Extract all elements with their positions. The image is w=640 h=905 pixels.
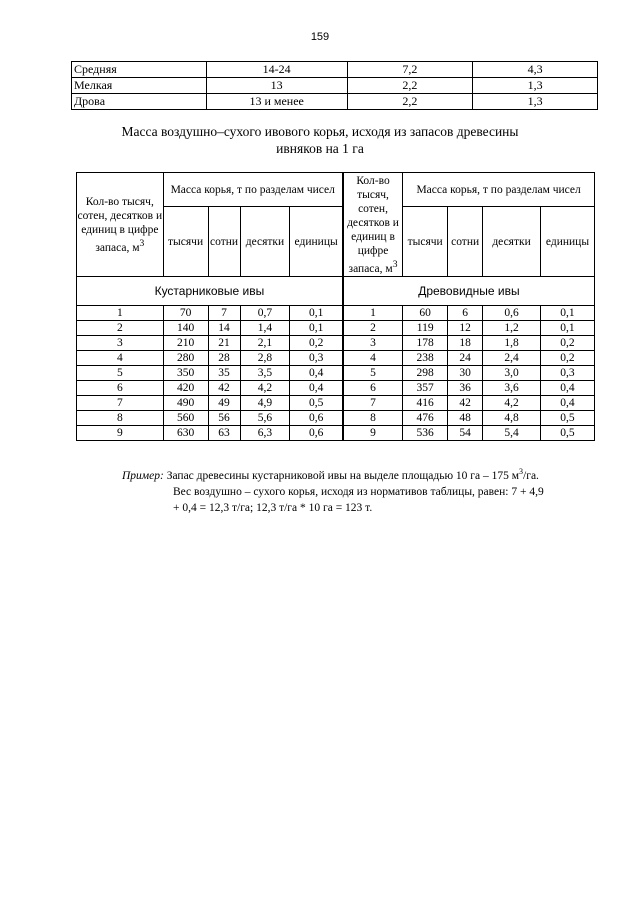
table-row (77, 366, 595, 381)
table-cell: 56 (208, 411, 240, 426)
table-cell: 0,5 (290, 396, 343, 411)
table-cell: 1 (77, 306, 164, 321)
table-cell: 490 (163, 396, 208, 411)
table-cell: 238 (403, 351, 448, 366)
table-cell: 6 (448, 306, 483, 321)
table-cell: 3,5 (240, 366, 290, 381)
table-cell: 2,1 (240, 336, 290, 351)
top-table-cell: 4,3 (473, 62, 598, 78)
table-cell: 28 (208, 351, 240, 366)
table-cell: 8 (77, 411, 164, 426)
table-cell: 9 (77, 426, 164, 441)
table-cell: 1,8 (483, 336, 541, 351)
table-cell: 178 (403, 336, 448, 351)
example-line-2: Вес воздушно – сухого корья, исходя из нормативов таблицы, равен: 7 + 4,9 (173, 485, 544, 498)
table-cell: 9 (343, 426, 403, 441)
header-mass-right: Масса корья, т по разделам чисел (403, 173, 595, 207)
table-cell: 0,5 (540, 426, 594, 441)
top-table-cell: 13 и менее (206, 94, 347, 110)
header-hundreds-right: сотни (448, 207, 483, 277)
example-note (122, 464, 602, 516)
table-cell: 0,4 (290, 381, 343, 396)
table-cell: 7 (343, 396, 403, 411)
table-cell: 63 (208, 426, 240, 441)
table-row (77, 306, 595, 321)
table-cell: 0,7 (240, 306, 290, 321)
table-cell: 1,2 (483, 321, 541, 336)
table-cell: 4,9 (240, 396, 290, 411)
table-cell: 0,4 (290, 366, 343, 381)
table-cell: 0,4 (540, 396, 594, 411)
table-cell: 4,2 (240, 381, 290, 396)
table-cell: 0,5 (540, 411, 594, 426)
top-table-row (72, 78, 598, 94)
table-cell: 0,2 (540, 336, 594, 351)
table-cell: 1,4 (240, 321, 290, 336)
table-cell: 5,6 (240, 411, 290, 426)
top-table-cell: Средняя (72, 62, 207, 78)
top-table-cell: Дрова (72, 94, 207, 110)
top-table-row (72, 62, 598, 78)
table-cell: 1 (343, 306, 403, 321)
header-thousands-right: тысячи (403, 207, 448, 277)
top-table-cell: 14-24 (206, 62, 347, 78)
table-cell: 70 (163, 306, 208, 321)
table-cell: 2,4 (483, 351, 541, 366)
table-cell: 42 (448, 396, 483, 411)
top-table-cell: Мелкая (72, 78, 207, 94)
table-cell: 36 (448, 381, 483, 396)
table-cell: 0,6 (290, 426, 343, 441)
table-cell: 4,2 (483, 396, 541, 411)
table-cell: 48 (448, 411, 483, 426)
table-cell: 6,3 (240, 426, 290, 441)
table-cell: 54 (448, 426, 483, 441)
table-cell: 7 (208, 306, 240, 321)
table-cell: 3 (343, 336, 403, 351)
table-cell: 5 (343, 366, 403, 381)
table-row (77, 411, 595, 426)
table-cell: 0,1 (290, 306, 343, 321)
table-cell: 21 (208, 336, 240, 351)
table-cell: 0,3 (540, 366, 594, 381)
table-cell: 3,0 (483, 366, 541, 381)
table-cell: 350 (163, 366, 208, 381)
section-shrub-willows: Кустарниковые ивы (77, 277, 343, 306)
table-cell: 0,2 (290, 336, 343, 351)
top-table-cell: 13 (206, 78, 347, 94)
top-table-row (72, 94, 598, 110)
table-cell: 630 (163, 426, 208, 441)
example-label: Пример: (122, 469, 164, 482)
table-cell: 5 (77, 366, 164, 381)
table-cell: 0,3 (290, 351, 343, 366)
bark-mass-table (76, 172, 595, 441)
header-thousands-left: тысячи (163, 207, 208, 277)
header-units-right: единицы (540, 207, 594, 277)
table-cell: 0,6 (290, 411, 343, 426)
example-line-3: + 0,4 = 12,3 т/га; 12,3 т/га * 10 га = 123 т. (173, 501, 373, 514)
table-cell: 210 (163, 336, 208, 351)
header-qty-right: Кол-во тысяч, сотен, десятков и единиц в цифре запаса, $м^3$ (343, 173, 403, 277)
table-row (77, 321, 595, 336)
table-cell: 60 (403, 306, 448, 321)
table-cell: 18 (448, 336, 483, 351)
table-cell: 7 (77, 396, 164, 411)
table-cell: 42 (208, 381, 240, 396)
table-row (77, 351, 595, 366)
table-cell: 12 (448, 321, 483, 336)
table-cell: 5,4 (483, 426, 541, 441)
table-cell: 2 (343, 321, 403, 336)
table-cell: 0,6 (483, 306, 541, 321)
header-hundreds-left: сотни (208, 207, 240, 277)
header-units-left: единицы (290, 207, 343, 277)
top-table-cell: 7,2 (347, 62, 473, 78)
table-cell: 280 (163, 351, 208, 366)
top-table (71, 61, 598, 110)
top-table-cell: 2,2 (347, 94, 473, 110)
table-cell: 3 (77, 336, 164, 351)
table-cell: 24 (448, 351, 483, 366)
table-row (77, 336, 595, 351)
section-tree-willows: Древовидные ивы (343, 277, 595, 306)
table-cell: 4 (77, 351, 164, 366)
table-cell: 536 (403, 426, 448, 441)
table-cell: 0,1 (540, 306, 594, 321)
table-row (77, 381, 595, 396)
table-cell: 2,8 (240, 351, 290, 366)
table-cell: 3,6 (483, 381, 541, 396)
table-cell: 0,4 (540, 381, 594, 396)
table-cell: 2 (77, 321, 164, 336)
table-title-line-2: ивняков на 1 га (276, 141, 364, 156)
table-cell: 357 (403, 381, 448, 396)
page-number: 159 (310, 31, 330, 43)
table-cell: 14 (208, 321, 240, 336)
top-table-cell: 1,3 (473, 78, 598, 94)
table-cell: 140 (163, 321, 208, 336)
table-cell: 119 (403, 321, 448, 336)
top-table-cell: 2,2 (347, 78, 473, 94)
table-cell: 4,8 (483, 411, 541, 426)
top-table-cell: 1,3 (473, 94, 598, 110)
table-title-line-1: Масса воздушно–сухого ивового корья, исходя из запасов древесины (121, 124, 519, 139)
table-cell: 420 (163, 381, 208, 396)
table-cell: 49 (208, 396, 240, 411)
table-cell: 35 (208, 366, 240, 381)
table-cell: 6 (77, 381, 164, 396)
table-cell: 416 (403, 396, 448, 411)
table-cell: 298 (403, 366, 448, 381)
header-qty-left: Кол-во тысяч, сотен, десятков и единиц в цифре запаса, $м^3$ (77, 173, 164, 277)
table-row (77, 426, 595, 441)
example-line-1: Пример: Запас древесины кустарниковой ивы на выделе площадью 10 га – 175 $м^3/га$. (122, 467, 539, 482)
table-cell: 4 (343, 351, 403, 366)
table-cell: 476 (403, 411, 448, 426)
table-cell: 560 (163, 411, 208, 426)
table-cell: 6 (343, 381, 403, 396)
header-tens-left: десятки (240, 207, 290, 277)
table-cell: 30 (448, 366, 483, 381)
header-mass-left: Масса корья, т по разделам чисел (163, 173, 343, 207)
table-cell: 0,1 (540, 321, 594, 336)
table-cell: 8 (343, 411, 403, 426)
table-cell: 0,1 (290, 321, 343, 336)
table-cell: 0,2 (540, 351, 594, 366)
table-row (77, 396, 595, 411)
header-tens-right: десятки (483, 207, 541, 277)
